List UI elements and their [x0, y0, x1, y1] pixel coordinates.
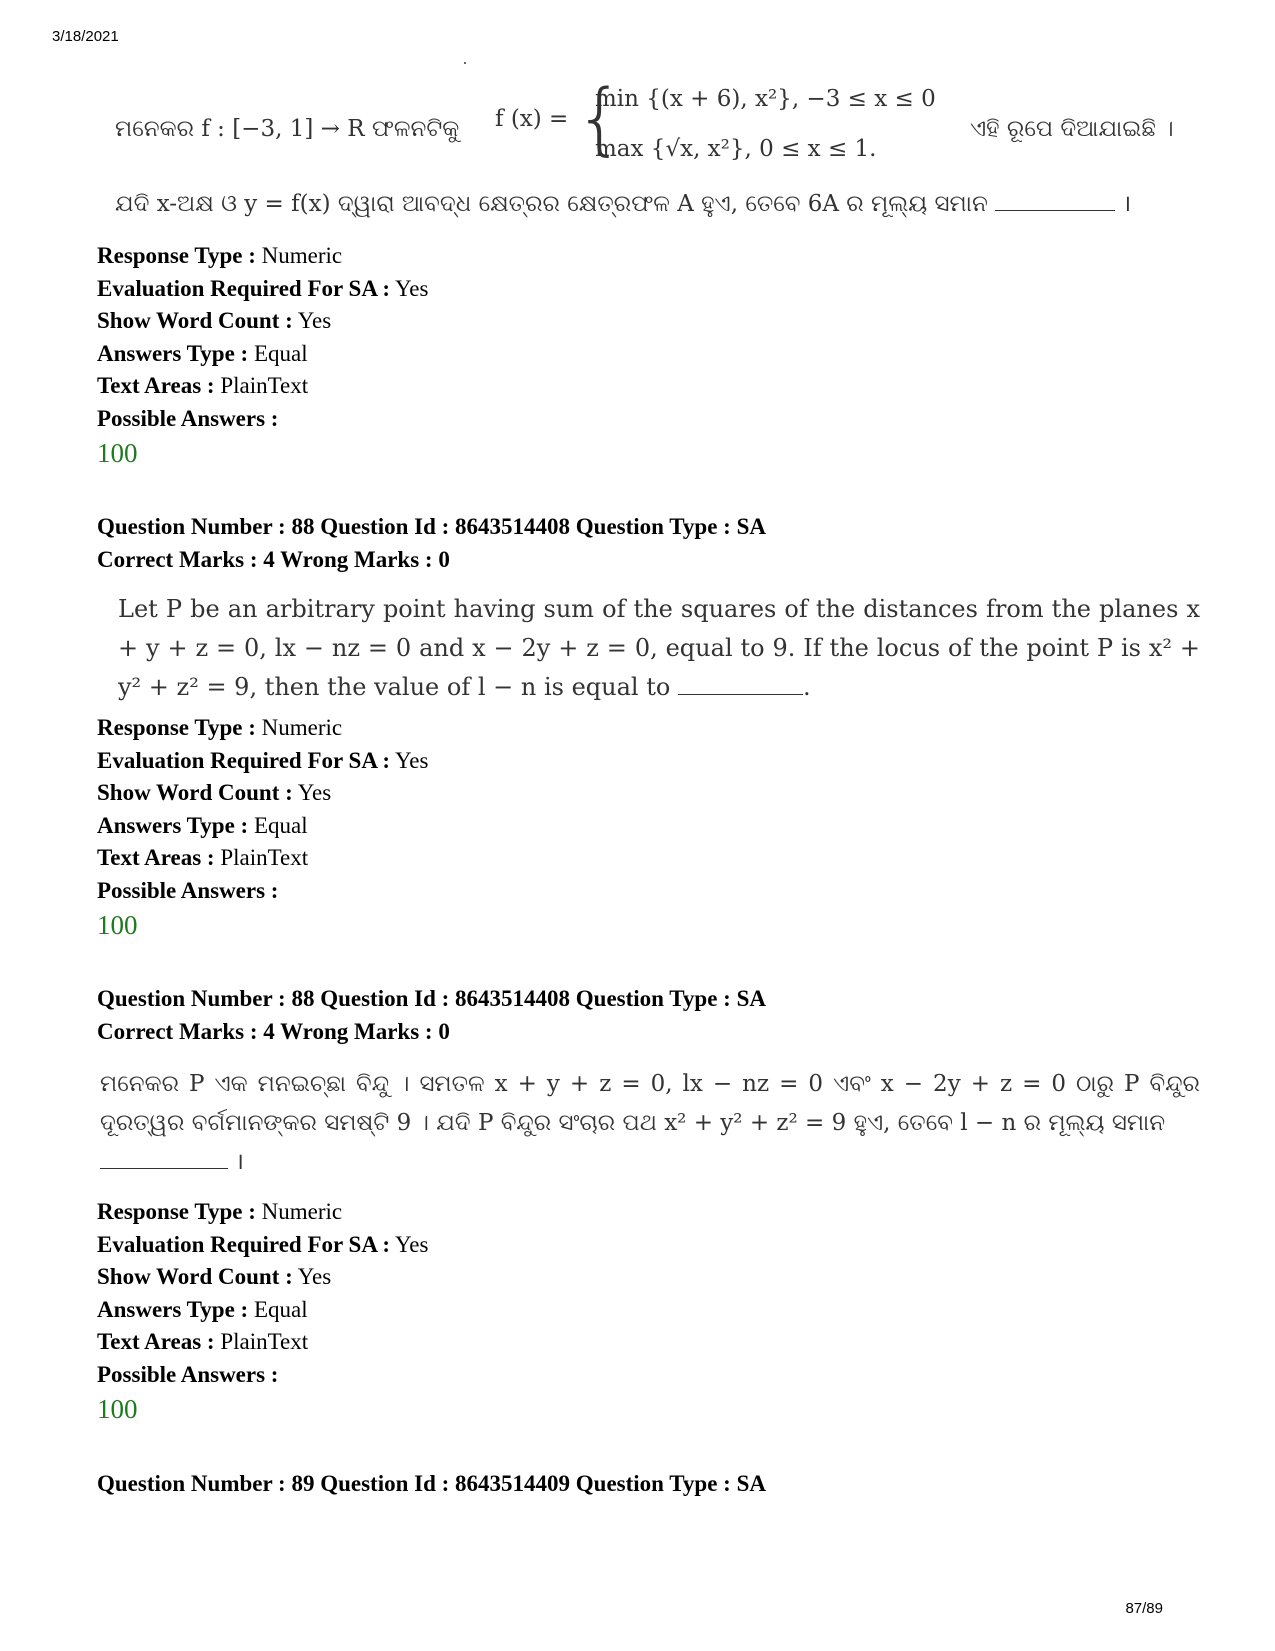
value-word-count: Yes [297, 780, 332, 805]
label-possible-answers: Possible Answers : [97, 877, 279, 903]
marks-info: Correct Marks : 4 Wrong Marks : 0 [97, 1018, 450, 1044]
label-possible-answers: Possible Answers : [97, 1361, 279, 1387]
question-header-88-en [97, 511, 766, 576]
label-text-areas: Text Areas : [97, 845, 215, 870]
answer-blank [995, 187, 1115, 211]
possible-answer-value: 100 [97, 1394, 138, 1424]
label-word-count: Show Word Count : [97, 780, 293, 805]
question-text: Let P be an arbitrary point having sum of the squares of the distances from the planes x + y + z = 0, lx − nz = 0 and x − 2y + z = 0, equal to 9. If the locus of the point P is x² + y² + z² = 9, then the value of l − n is equal to [118, 595, 1200, 701]
q87-case-1: min {(x + 6), x²}, −3 ≤ x ≤ 0 [595, 86, 936, 112]
value-answers-type: Equal [253, 812, 308, 838]
q87-lead-text: ମନେକର f : [−3, 1] → R ଫଳନଟିକୁ [115, 116, 460, 142]
answer-blank [100, 1145, 228, 1169]
value-evaluation: Yes [395, 747, 429, 773]
question-87-image [115, 74, 1200, 218]
value-text-areas: PlainText [220, 1329, 309, 1354]
question-header-88-od [97, 983, 766, 1048]
value-answers-type: Equal [253, 1296, 308, 1322]
question-info: Question Number : 89 Question Id : 8643514409 Question Type : SA [97, 1471, 766, 1496]
label-text-areas: Text Areas : [97, 1329, 215, 1354]
label-response-type: Response Type : [97, 715, 256, 740]
q87-line-end: । [1122, 191, 1132, 217]
value-evaluation: Yes [395, 1231, 429, 1257]
q87-line-2: ଯଦି x-ଅକ୍ଷ ଓ y = f(x) ଦ୍ୱାରା ଆବଦ୍ଧ କ୍ଷେତ୍ରର କ୍ଷେତ୍ରଫଳ A ହୁଏ, ତେବେ 6A ର ମୂଲ୍ୟ ସମାନ [115, 191, 988, 217]
question-text: ମନେକର P ଏକ ମନଇଚ୍ଛା ବିନ୍ଦୁ । ସମତଳ x + y + z = 0, lx − nz = 0 ଏବଂ x − 2y + z = 0 ଠାରୁ P ବିନ୍ଦୁର ଦୂରତ୍ୱର ବର୍ଗମାନଙ୍କର ସମଷ୍ଟି 9 । ଯଦି P ବିନ୍ଦୁର ସଂଚାର ପଥ x² + y² + z² = 9 ହୁଏ, ତେବେ l − n ର ମୂଲ୍ୟ ସମାନ [100, 1071, 1200, 1136]
label-answers-type: Answers Type : [97, 1296, 249, 1322]
page-number: 87/89 [1125, 1600, 1163, 1617]
marks-info: Correct Marks : 4 Wrong Marks : 0 [97, 546, 450, 572]
label-response-type: Response Type : [97, 243, 256, 268]
question-88-english-text: Let P be an arbitrary point having sum of the squares of the distances from the planes x + y + z = 0, lx − nz = 0 and x − 2y + z = 0, equal to 9. If the locus of the point P is x² + y² + z² = 9, then the value of l − n is equal to . [118, 595, 1200, 701]
value-word-count: Yes [297, 1264, 332, 1289]
answer-blank [678, 670, 803, 695]
value-text-areas: PlainText [220, 373, 309, 398]
label-answers-type: Answers Type : [97, 812, 249, 838]
label-evaluation: Evaluation Required For SA : [97, 1231, 391, 1257]
response-meta-3 [97, 1196, 428, 1426]
label-word-count: Show Word Count : [97, 308, 293, 333]
label-response-type: Response Type : [97, 1199, 256, 1224]
label-text-areas: Text Areas : [97, 373, 215, 398]
label-word-count: Show Word Count : [97, 1264, 293, 1289]
value-response-type: Numeric [261, 243, 343, 268]
value-word-count: Yes [297, 308, 332, 333]
header-date: 3/18/2021 [52, 28, 119, 45]
brace-icon: { [575, 74, 625, 164]
label-evaluation: Evaluation Required For SA : [97, 747, 391, 773]
label-answers-type: Answers Type : [97, 340, 249, 366]
q87-function-label: f (x) = [495, 106, 569, 132]
label-evaluation: Evaluation Required For SA : [97, 275, 391, 301]
label-possible-answers: Possible Answers : [97, 405, 279, 431]
value-answers-type: Equal [253, 340, 308, 366]
question-info: Question Number : 88 Question Id : 8643514408 Question Type : SA [97, 986, 766, 1011]
response-meta-1 [97, 240, 428, 470]
value-evaluation: Yes [395, 275, 429, 301]
value-text-areas: PlainText [220, 845, 309, 870]
q87-tail-text: ଏହି ରୂପେ ଦିଆଯାଇଛି । [970, 116, 1174, 142]
possible-answer-value: 100 [97, 438, 138, 468]
response-meta-2 [97, 712, 428, 942]
question-info: Question Number : 88 Question Id : 8643514408 Question Type : SA [97, 514, 766, 539]
speck [464, 62, 466, 64]
q87-case-2: max {√x, x²}, 0 ≤ x ≤ 1. [595, 136, 877, 162]
value-response-type: Numeric [261, 1199, 343, 1224]
question-88-odia-text: ମନେକର P ଏକ ମନଇଚ୍ଛା ବିନ୍ଦୁ । ସମତଳ x + y + z = 0, lx − nz = 0 ଏବଂ x − 2y + z = 0 ଠାରୁ P ବିନ୍ଦୁର ଦୂରତ୍ୱର ବର୍ଗମାନଙ୍କର ସମଷ୍ଟି 9 । ଯଦି P ବିନ୍ଦୁର ସଂଚାର ପଥ x² + y² + z² = 9 ହୁଏ, ତେବେ l − n ର ମୂଲ୍ୟ ସମାନ । [100, 1071, 1200, 1175]
possible-answer-value: 100 [97, 910, 138, 940]
value-response-type: Numeric [261, 715, 343, 740]
question-header-89 [97, 1468, 766, 1501]
